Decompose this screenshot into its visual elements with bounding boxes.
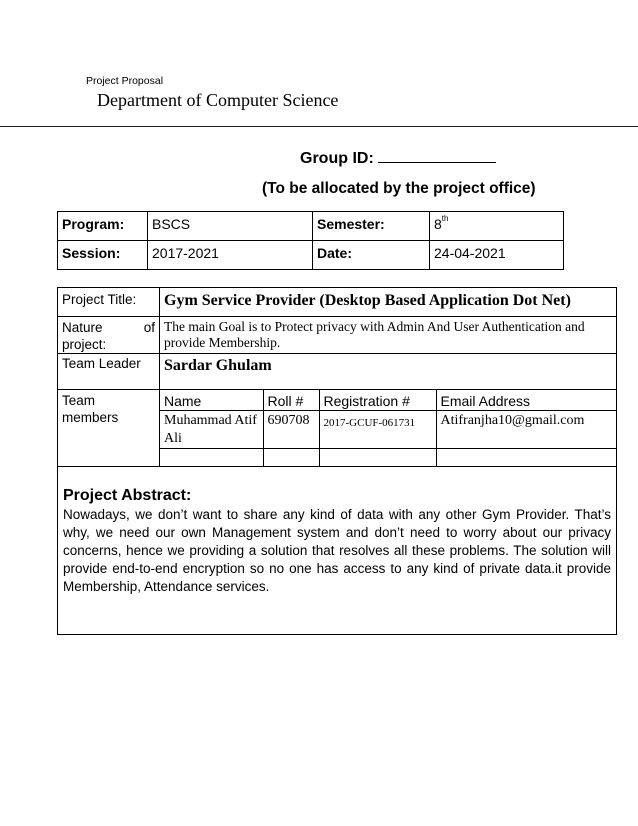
semester-suffix: th [441,214,449,223]
abstract-body: Nowadays, we don’t want to share any kind of data with any other Gym Provider. That’s why, we need our own Management system and don’t need to worry about our privacy concerns, hence we providing a solution that resolves all these problems. The solution will provide end-to-end encryption so no one has access to any kind of private data.it provide Membership, Attendance services. [63,507,611,594]
team-members-label-line2: members [62,410,119,425]
team-members-cell [160,390,617,467]
semester-value: 8 [434,216,442,232]
members-header-name: Name [160,390,263,411]
allocation-note: (To be allocated by the project office) [262,180,536,197]
session-value: 2017-2021 [148,241,313,270]
team-members-label-line1: Team [62,393,96,408]
nature-label [58,317,160,354]
program-row [58,212,564,241]
nature-row [58,317,617,354]
team-leader-row [58,354,617,390]
semester-cell [430,212,564,241]
program-label: Program: [58,212,148,241]
team-members-table [160,390,617,466]
member-empty-row [160,449,617,467]
project-title-row [58,288,617,317]
project-title-label: Project Title: [58,288,160,317]
members-header-row [160,390,617,411]
nature-label-word: Nature [62,320,103,335]
nature-label-project: project: [62,337,107,352]
date-value: 24-04-2021 [430,241,564,270]
abstract-title: Project Abstract: [63,487,192,504]
session-row [58,241,564,270]
abstract-cell [58,467,617,635]
member-email: Atifranjha10@gmail.com [436,411,617,449]
project-title-value: Gym Service Provider (Desktop Based Application Dot Net) [160,288,617,317]
members-header-registration: Registration # [319,390,436,411]
group-id-field [300,148,496,168]
member-name: Muhammad Atif Ali [160,411,263,449]
department-title: Department of Computer Science [97,90,339,110]
team-leader-value: Sardar Ghulam [160,354,617,390]
session-label: Session: [58,241,148,270]
member-registration: 2017-GCUF-061731 [319,411,436,449]
nature-label-of: of [143,320,155,335]
members-header-email: Email Address [436,390,617,411]
empty-cell [436,449,617,467]
members-header-roll: Roll # [263,390,319,411]
header-label: Project Proposal [86,75,164,87]
header-divider [0,126,638,127]
program-value: BSCS [148,212,313,241]
abstract-row [58,467,617,635]
empty-cell [263,449,319,467]
team-members-label [58,390,160,467]
member-row [160,411,617,449]
team-leader-label: Team Leader [58,354,160,390]
empty-cell [160,449,263,467]
project-details-table [57,287,617,635]
member-roll: 690708 [263,411,319,449]
nature-value: The main Goal is to Protect privacy with Admin And User Authentication and provide Membership. [160,317,617,354]
semester-label: Semester: [313,212,430,241]
empty-cell [319,449,436,467]
team-members-row [58,390,617,467]
group-id-blank [378,148,496,163]
program-info-table [57,211,564,270]
date-label: Date: [313,241,430,270]
group-id-label: Group ID: [300,150,374,167]
